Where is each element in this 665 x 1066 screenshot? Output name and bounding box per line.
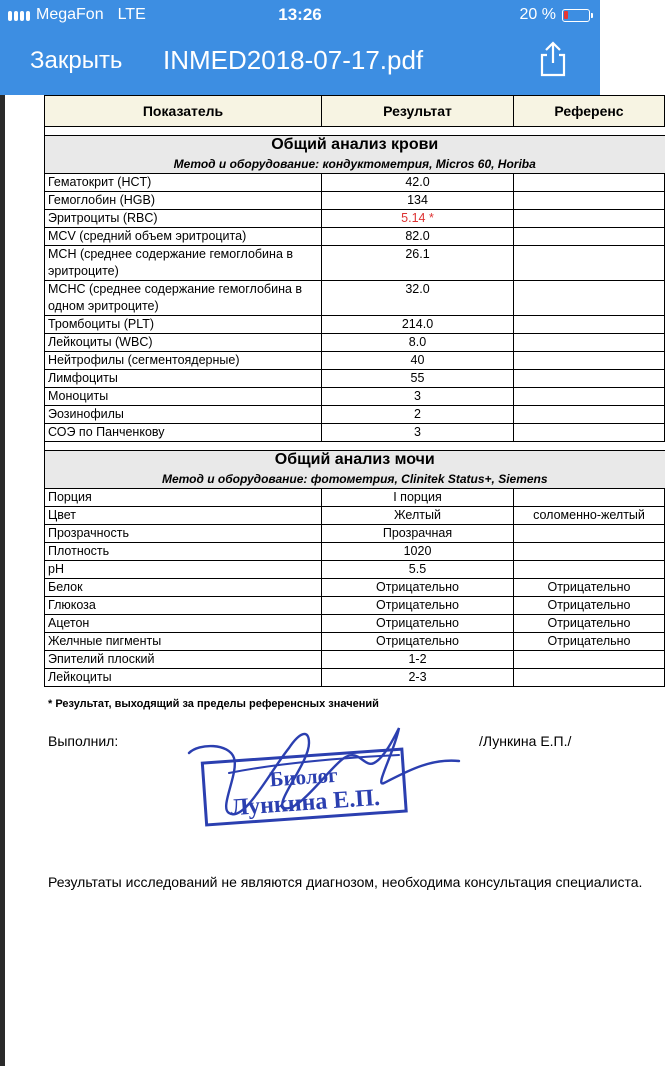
- result-cell: 5.14 *: [322, 210, 514, 228]
- table-row: [45, 651, 665, 669]
- reference-cell: [514, 543, 665, 561]
- pdf-page[interactable]: [44, 95, 645, 1066]
- reference-cell: [514, 228, 665, 246]
- reference-cell: [514, 424, 665, 442]
- reference-cell: [514, 246, 665, 281]
- table-row: [45, 246, 665, 281]
- indicator-cell: Эпителий плоский: [45, 651, 322, 669]
- header-result: Результат: [322, 96, 514, 127]
- section-method: Метод и оборудование: кондуктометрия, Micros 60, Horiba: [45, 156, 665, 174]
- indicator-cell: Цвет: [45, 507, 322, 525]
- table-row: [45, 669, 665, 687]
- header-indicator: Показатель: [45, 96, 322, 127]
- reference-cell: [514, 525, 665, 543]
- status-time: 13:26: [278, 5, 322, 24]
- indicator-cell: Порция: [45, 489, 322, 507]
- table-row: [45, 489, 665, 507]
- result-cell: 40: [322, 352, 514, 370]
- table-row: [45, 424, 665, 442]
- reference-cell: Отрицательно: [514, 579, 665, 597]
- result-cell: 82.0: [322, 228, 514, 246]
- table-row: [45, 615, 665, 633]
- indicator-cell: Эритроциты (RBC): [45, 210, 322, 228]
- table-row: [45, 406, 665, 424]
- section-method: Метод и оборудование: фотометрия, Clinitek Status+, Siemens: [45, 471, 665, 489]
- table-row: [45, 370, 665, 388]
- performed-by-name: /Лункина Е.П./: [479, 733, 572, 749]
- indicator-cell: pH: [45, 561, 322, 579]
- table-row: [45, 525, 665, 543]
- result-cell: Отрицательно: [322, 597, 514, 615]
- document-title: INMED2018-07-17.pdf: [163, 45, 424, 75]
- indicator-cell: MCV (средний объем эритроцита): [45, 228, 322, 246]
- table-row: [45, 633, 665, 651]
- indicator-cell: Лейкоциты (WBC): [45, 334, 322, 352]
- indicator-cell: Глюкоза: [45, 597, 322, 615]
- result-cell: Отрицательно: [322, 579, 514, 597]
- indicator-cell: Гематокрит (HCT): [45, 174, 322, 192]
- table-row: [45, 507, 665, 525]
- result-cell: 5.5: [322, 561, 514, 579]
- indicator-cell: Лимфоциты: [45, 370, 322, 388]
- table-row: [45, 543, 665, 561]
- indicator-cell: Нейтрофилы (сегментоядерные): [45, 352, 322, 370]
- result-cell: 2: [322, 406, 514, 424]
- reference-cell: [514, 561, 665, 579]
- battery-percent: 20 %: [519, 6, 556, 23]
- reference-cell: [514, 651, 665, 669]
- result-cell: 1-2: [322, 651, 514, 669]
- indicator-cell: Желчные пигменты: [45, 633, 322, 651]
- result-cell: 214.0: [322, 316, 514, 334]
- section-title-row: [45, 451, 665, 472]
- reference-cell: [514, 669, 665, 687]
- result-cell: 134: [322, 192, 514, 210]
- table-row: [45, 281, 665, 316]
- table-row: [45, 352, 665, 370]
- results-table: [44, 95, 665, 687]
- reference-cell: [514, 406, 665, 424]
- table-row: [45, 210, 665, 228]
- result-cell: 8.0: [322, 334, 514, 352]
- header-reference: Референс: [514, 96, 665, 127]
- indicator-cell: Гемоглобин (HGB): [45, 192, 322, 210]
- reference-cell: [514, 370, 665, 388]
- result-cell: Отрицательно: [322, 633, 514, 651]
- result-cell: Желтый: [322, 507, 514, 525]
- result-cell: 26.1: [322, 246, 514, 281]
- stamp-name: Лункина Е.П.: [229, 784, 381, 822]
- table-row: [45, 228, 665, 246]
- indicator-cell: СОЭ по Панченкову: [45, 424, 322, 442]
- indicator-cell: Плотность: [45, 543, 322, 561]
- result-cell: 42.0: [322, 174, 514, 192]
- performed-by-label: Выполнил:: [48, 733, 119, 749]
- stamp-title: Биолог: [268, 762, 339, 792]
- indicator-cell: Эозинофилы: [45, 406, 322, 424]
- table-row: [45, 192, 665, 210]
- top-bar: [0, 0, 600, 95]
- network-type: LTE: [117, 6, 146, 23]
- disclaimer: Результаты исследований не являются диагнозом, необходима консультация специалиста.: [48, 874, 643, 890]
- table-row: [45, 597, 665, 615]
- indicator-cell: Прозрачность: [45, 525, 322, 543]
- result-cell: 3: [322, 424, 514, 442]
- reference-cell: [514, 192, 665, 210]
- table-row: [45, 316, 665, 334]
- table-row: [45, 579, 665, 597]
- share-icon[interactable]: [537, 41, 569, 77]
- reference-cell: [514, 489, 665, 507]
- section-title: Общий анализ крови: [45, 136, 665, 157]
- stamp-signature: [159, 713, 479, 843]
- indicator-cell: Тромбоциты (PLT): [45, 316, 322, 334]
- result-cell: 32.0: [322, 281, 514, 316]
- reference-cell: [514, 316, 665, 334]
- indicator-cell: Белок: [45, 579, 322, 597]
- table-row: [45, 174, 665, 192]
- indicator-cell: МСНС (среднее содержание гемоглобина в одном эритроците): [45, 281, 322, 316]
- section-spacer: [45, 442, 665, 451]
- reference-cell: [514, 210, 665, 228]
- indicator-cell: Ацетон: [45, 615, 322, 633]
- close-button[interactable]: Закрыть: [30, 47, 123, 74]
- section-spacer: [45, 127, 665, 136]
- table-row: [45, 334, 665, 352]
- section-title: Общий анализ мочи: [45, 451, 665, 472]
- reference-cell: [514, 352, 665, 370]
- indicator-cell: МСН (среднее содержание гемоглобина в эритроците): [45, 246, 322, 281]
- result-cell: I порция: [322, 489, 514, 507]
- table-row: [45, 388, 665, 406]
- table-row: [45, 561, 665, 579]
- reference-cell: [514, 281, 665, 316]
- reference-cell: [514, 174, 665, 192]
- reference-cell: [514, 334, 665, 352]
- result-cell: 55: [322, 370, 514, 388]
- carrier-name: MegaFon: [36, 6, 104, 23]
- reference-cell: Отрицательно: [514, 615, 665, 633]
- reference-cell: [514, 388, 665, 406]
- section-method-row: [45, 471, 665, 489]
- result-cell: 3: [322, 388, 514, 406]
- reference-cell: Отрицательно: [514, 633, 665, 651]
- battery-icon: [562, 9, 590, 22]
- result-cell: 2-3: [322, 669, 514, 687]
- status-bar: [0, 0, 600, 30]
- result-cell: Прозрачная: [322, 525, 514, 543]
- reference-cell: соломенно-желтый: [514, 507, 665, 525]
- section-method-row: [45, 156, 665, 174]
- reference-cell: Отрицательно: [514, 597, 665, 615]
- page-edge: [0, 95, 5, 1066]
- result-cell: 1020: [322, 543, 514, 561]
- section-title-row: [45, 136, 665, 157]
- indicator-cell: Лейкоциты: [45, 669, 322, 687]
- indicator-cell: Моноциты: [45, 388, 322, 406]
- footnote: * Результат, выходящий за пределы референсных значений: [48, 698, 379, 710]
- result-cell: Отрицательно: [322, 615, 514, 633]
